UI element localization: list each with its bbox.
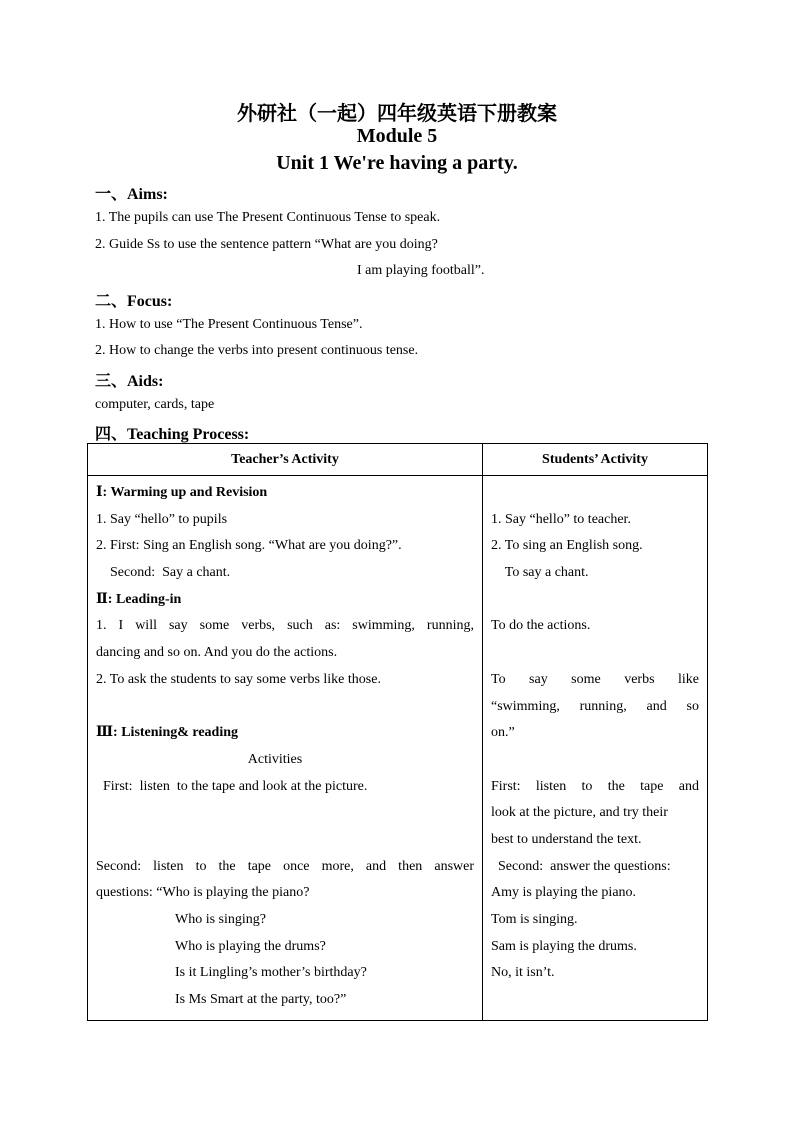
blank-line	[491, 747, 699, 774]
students-activity-cell	[483, 476, 708, 1021]
teacher-activity-cell	[88, 476, 483, 1021]
student-line: best to understand the text.	[491, 831, 642, 847]
blank-line	[491, 587, 699, 614]
document-title: 外研社（一起）四年级英语下册教案	[237, 101, 557, 125]
focus-line-1: 1. How to use “The Present Continuous Tense”.	[95, 317, 363, 332]
aims-line-1: 1. The pupils can use The Present Continuous Tense to speak.	[95, 210, 441, 225]
listening-reading-heading: Ⅲ: Listening& reading	[96, 725, 239, 741]
student-line: To say some verbs like	[491, 671, 699, 687]
student-line: look at the picture, and try their	[491, 805, 668, 821]
teacher-line: 1. Say “hello” to pupils	[96, 511, 228, 527]
aids-heading: 三、Aids:	[95, 373, 164, 390]
blank-line	[491, 480, 699, 507]
student-line: 2. To sing an English song.	[491, 538, 643, 554]
students-activity-header: Students’ Activity	[483, 444, 708, 476]
student-line: No, it isn’t.	[491, 965, 555, 981]
aids-line-1: computer, cards, tape	[95, 397, 215, 412]
teacher-line: 2. To ask the students to say some verbs like those.	[96, 671, 381, 687]
student-line: Sam is playing the drums.	[491, 938, 637, 954]
aims-line-3: I am playing football”.	[357, 263, 485, 278]
student-line: 1. Say “hello” to teacher.	[491, 511, 631, 527]
teacher-activity-header: Teacher’s Activity	[88, 444, 483, 476]
question-line: Who is singing?	[175, 912, 266, 927]
teacher-line: First: listen to the tape and look at the picture.	[96, 778, 368, 794]
teacher-line: questions: “Who is playing the piano?	[96, 885, 310, 901]
leading-in-heading: Ⅱ: Leading-in	[96, 591, 182, 607]
student-line: Amy is playing the piano.	[491, 885, 637, 901]
blank-line	[96, 694, 474, 721]
student-line: “swimming, running, and so	[491, 698, 699, 714]
warming-up-heading: Ⅰ: Warming up and Revision	[96, 485, 268, 500]
teacher-line: 2. First: Sing an English song. “What are you doing?”.	[96, 538, 402, 554]
student-line: First: listen to the tape and	[491, 778, 699, 794]
student-line: Tom is singing.	[491, 912, 578, 927]
aims-heading: 一、Aims:	[95, 186, 168, 203]
teacher-line: Second: listen to the tape once more, and then answer	[96, 858, 474, 874]
blank-line	[96, 827, 474, 854]
student-line: To say a chant.	[491, 565, 589, 581]
focus-heading: 二、Focus:	[95, 293, 173, 310]
blank-line	[96, 800, 474, 827]
aims-line-2: 2. Guide Ss to use the sentence pattern “What are you doing?	[95, 237, 438, 252]
question-line: Is it Lingling’s mother’s birthday?	[175, 965, 367, 981]
student-line: Second: answer the questions:	[491, 858, 671, 874]
focus-line-2: 2. How to change the verbs into present continuous tense.	[95, 343, 419, 358]
question-line: Is Ms Smart at the party, too?”	[175, 992, 347, 1008]
blank-line	[491, 640, 699, 667]
module-title: Module 5	[356, 125, 438, 147]
teaching-process-table	[87, 443, 708, 1021]
process-heading: 四、Teaching Process:	[95, 426, 250, 443]
blank-line	[491, 987, 699, 1014]
student-line: To do the actions.	[491, 618, 591, 634]
teacher-line: Second: Say a chant.	[96, 565, 231, 581]
teacher-line: 1. I will say some verbs, such as: swimming, running,	[96, 618, 474, 634]
student-line: on.”	[491, 725, 515, 741]
activities-label: Activities	[247, 751, 303, 767]
question-line: Who is playing the drums?	[175, 938, 326, 954]
unit-title: Unit 1 We're having a party.	[276, 152, 518, 174]
teacher-line: dancing and so on. And you do the actions.	[96, 645, 338, 661]
